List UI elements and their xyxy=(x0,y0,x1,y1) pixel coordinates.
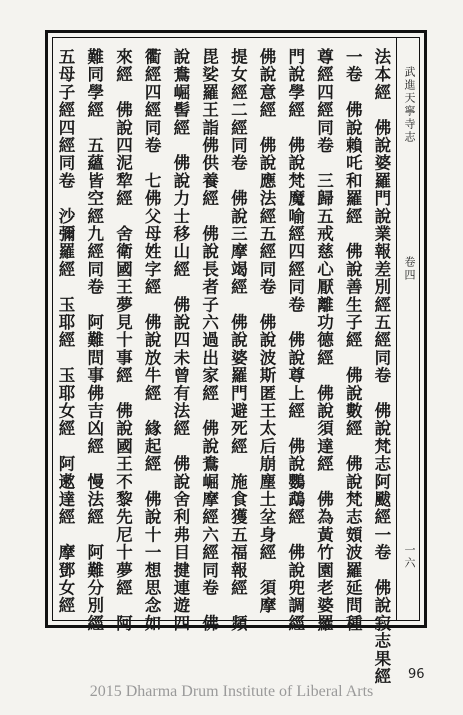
text-column: 佛說意經 佛說應法經五經同卷 佛說波斯匿王太后崩塵土坌身經 須摩 xyxy=(257,48,277,615)
folio-number: 一六 xyxy=(403,544,416,570)
text-column: 來經 佛說四泥犂經 舍衛國王夢見十事經 佛說國王不黎先尼十夢經 阿 xyxy=(113,48,133,633)
book-title: 武進天寧寺志 xyxy=(403,66,416,144)
text-columns xyxy=(55,48,391,686)
page-number: 96 xyxy=(408,667,425,682)
text-column: 難同學經 五蘊皆空經九經同卷 阿難問事佛吉凶經 慢法經 阿難分別經 xyxy=(84,48,104,633)
copyright-watermark: 2015 Dharma Drum Institute of Liberal Arts xyxy=(89,683,374,700)
text-column: 尊經四經同卷 三歸五戒慈心厭離功德經 佛說須達經 佛為黃竹園老婆羅 xyxy=(314,48,334,633)
volume-label: 卷四 xyxy=(403,256,416,282)
text-column: 一卷 佛說賴吒和羅經 佛說善生子經 佛說數經 佛說梵志頞波羅延問種 xyxy=(343,48,363,633)
text-column: 門說學經 佛說梵魔喻經四經同卷 佛說尊上經 佛說鸚鵡經 佛說兜調經 xyxy=(285,48,305,633)
text-column: 五母子經四經同卷 沙彌羅經 玉耶經 玉耶女經 阿遬達經 摩鄧女經 xyxy=(56,48,75,615)
text-column: 提女經二經同卷 佛說三摩竭經 佛說婆羅門避死經 施食獲五福報經 頻 xyxy=(228,48,248,633)
text-column: 毘娑羅王詣佛供養經 佛說長者子六過出家經 佛說鴦崛摩經六經同卷 佛 xyxy=(199,48,219,633)
text-column: 衢經四經同卷 七佛父母姓字經 佛說放牛經 緣起經 佛說十一想思念如 xyxy=(142,48,162,633)
side-margin-strip xyxy=(396,38,419,620)
text-column: 法本經 佛說婆羅門說業報差別經五經同卷 佛說梵志阿颰經一卷 佛說寂志果經 xyxy=(371,48,391,686)
text-column: 說鴦崛髻經 佛說力士移山經 佛說四未曾有法經 佛說舍利弗目揵連遊四 xyxy=(170,48,190,633)
